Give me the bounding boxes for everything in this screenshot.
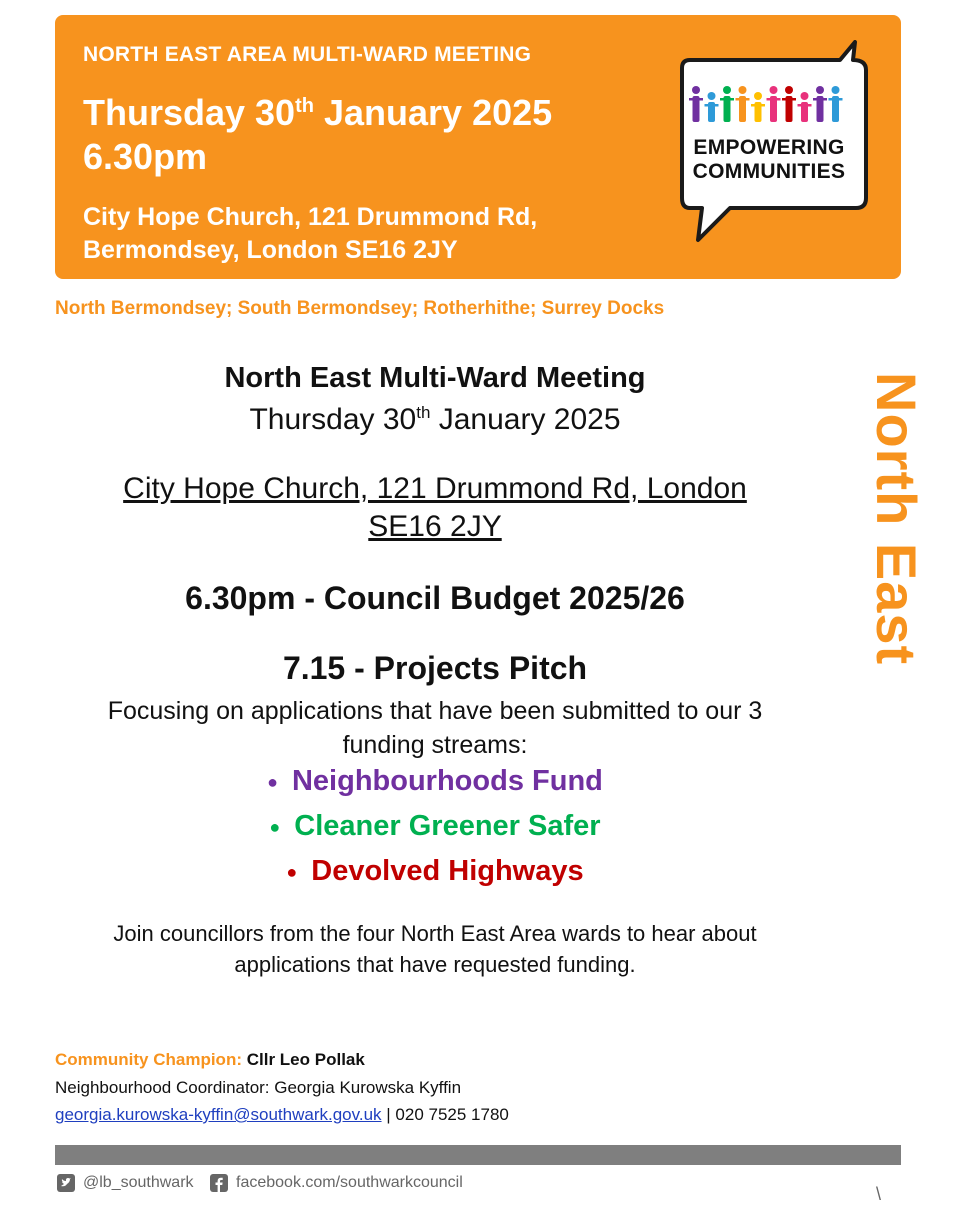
funding-stream-cleaner-greener: ● Cleaner Greener Safer <box>269 810 601 842</box>
empowering-communities-logo <box>670 40 875 245</box>
funding-stream-neighbourhoods: ● Neighbourhoods Fund <box>267 765 603 797</box>
bullet-icon: ● <box>267 771 278 792</box>
corner-mark: \ <box>876 1184 882 1204</box>
facebook-icon <box>210 1174 228 1192</box>
champion-name: Cllr Leo Pollak <box>246 1050 365 1069</box>
banner-date: Thursday 30th January 2025 <box>83 92 553 133</box>
agenda-budget: 6.30pm - Council Budget 2025/26 <box>185 580 685 616</box>
champion-label: Community Champion: <box>55 1050 242 1069</box>
logo-text-line2: COMMUNITIES <box>692 160 846 183</box>
banner-kicker: NORTH EAST AREA MULTI-WARD MEETING <box>83 43 532 66</box>
facebook-page[interactable]: facebook.com/southwarkcouncil <box>210 1174 463 1192</box>
meeting-date: Thursday 30th January 2025 <box>249 403 621 436</box>
footer-divider <box>55 1145 901 1165</box>
twitter-handle[interactable]: @lb_southwark <box>57 1174 194 1192</box>
ward-list: North Bermondsey; South Bermondsey; Rotherhithe; Surrey Docks <box>55 298 665 319</box>
email-link[interactable]: georgia.kurowska-kyffin@southwark.gov.uk <box>55 1105 382 1124</box>
community-champion <box>55 1050 365 1070</box>
twitter-icon <box>57 1174 75 1192</box>
funding-intro: Focusing on applications that have been submitted to our 3 funding streams: <box>107 697 763 759</box>
meeting-venue: City Hope Church, 121 Drummond Rd, London SE16 2JY <box>123 472 747 543</box>
bullet-icon: ● <box>269 816 281 837</box>
banner-venue: City Hope Church, 121 Drummond Rd, Bermondsey, London SE16 2JY <box>83 203 538 264</box>
coordinator: Neighbourhood Coordinator: Georgia Kurowska Kyffin <box>55 1078 462 1097</box>
area-side-label: North East <box>865 372 928 666</box>
bullet-icon: ● <box>286 861 298 882</box>
banner-time: 6.30pm <box>83 136 208 177</box>
banner-date-time <box>83 91 552 179</box>
join-message: Join councillors from the four North East Area wards to hear about applications that have requested funding. <box>113 921 757 977</box>
meeting-title: North East Multi-Ward Meeting <box>224 362 646 394</box>
agenda-pitch: 7.15 - Projects Pitch <box>282 650 588 686</box>
phone-number: | 020 7525 1780 <box>381 1105 509 1124</box>
logo-text-line1: EMPOWERING <box>693 136 845 159</box>
funding-stream-highways: ● Devolved Highways <box>286 855 584 887</box>
contact-line <box>55 1105 509 1125</box>
